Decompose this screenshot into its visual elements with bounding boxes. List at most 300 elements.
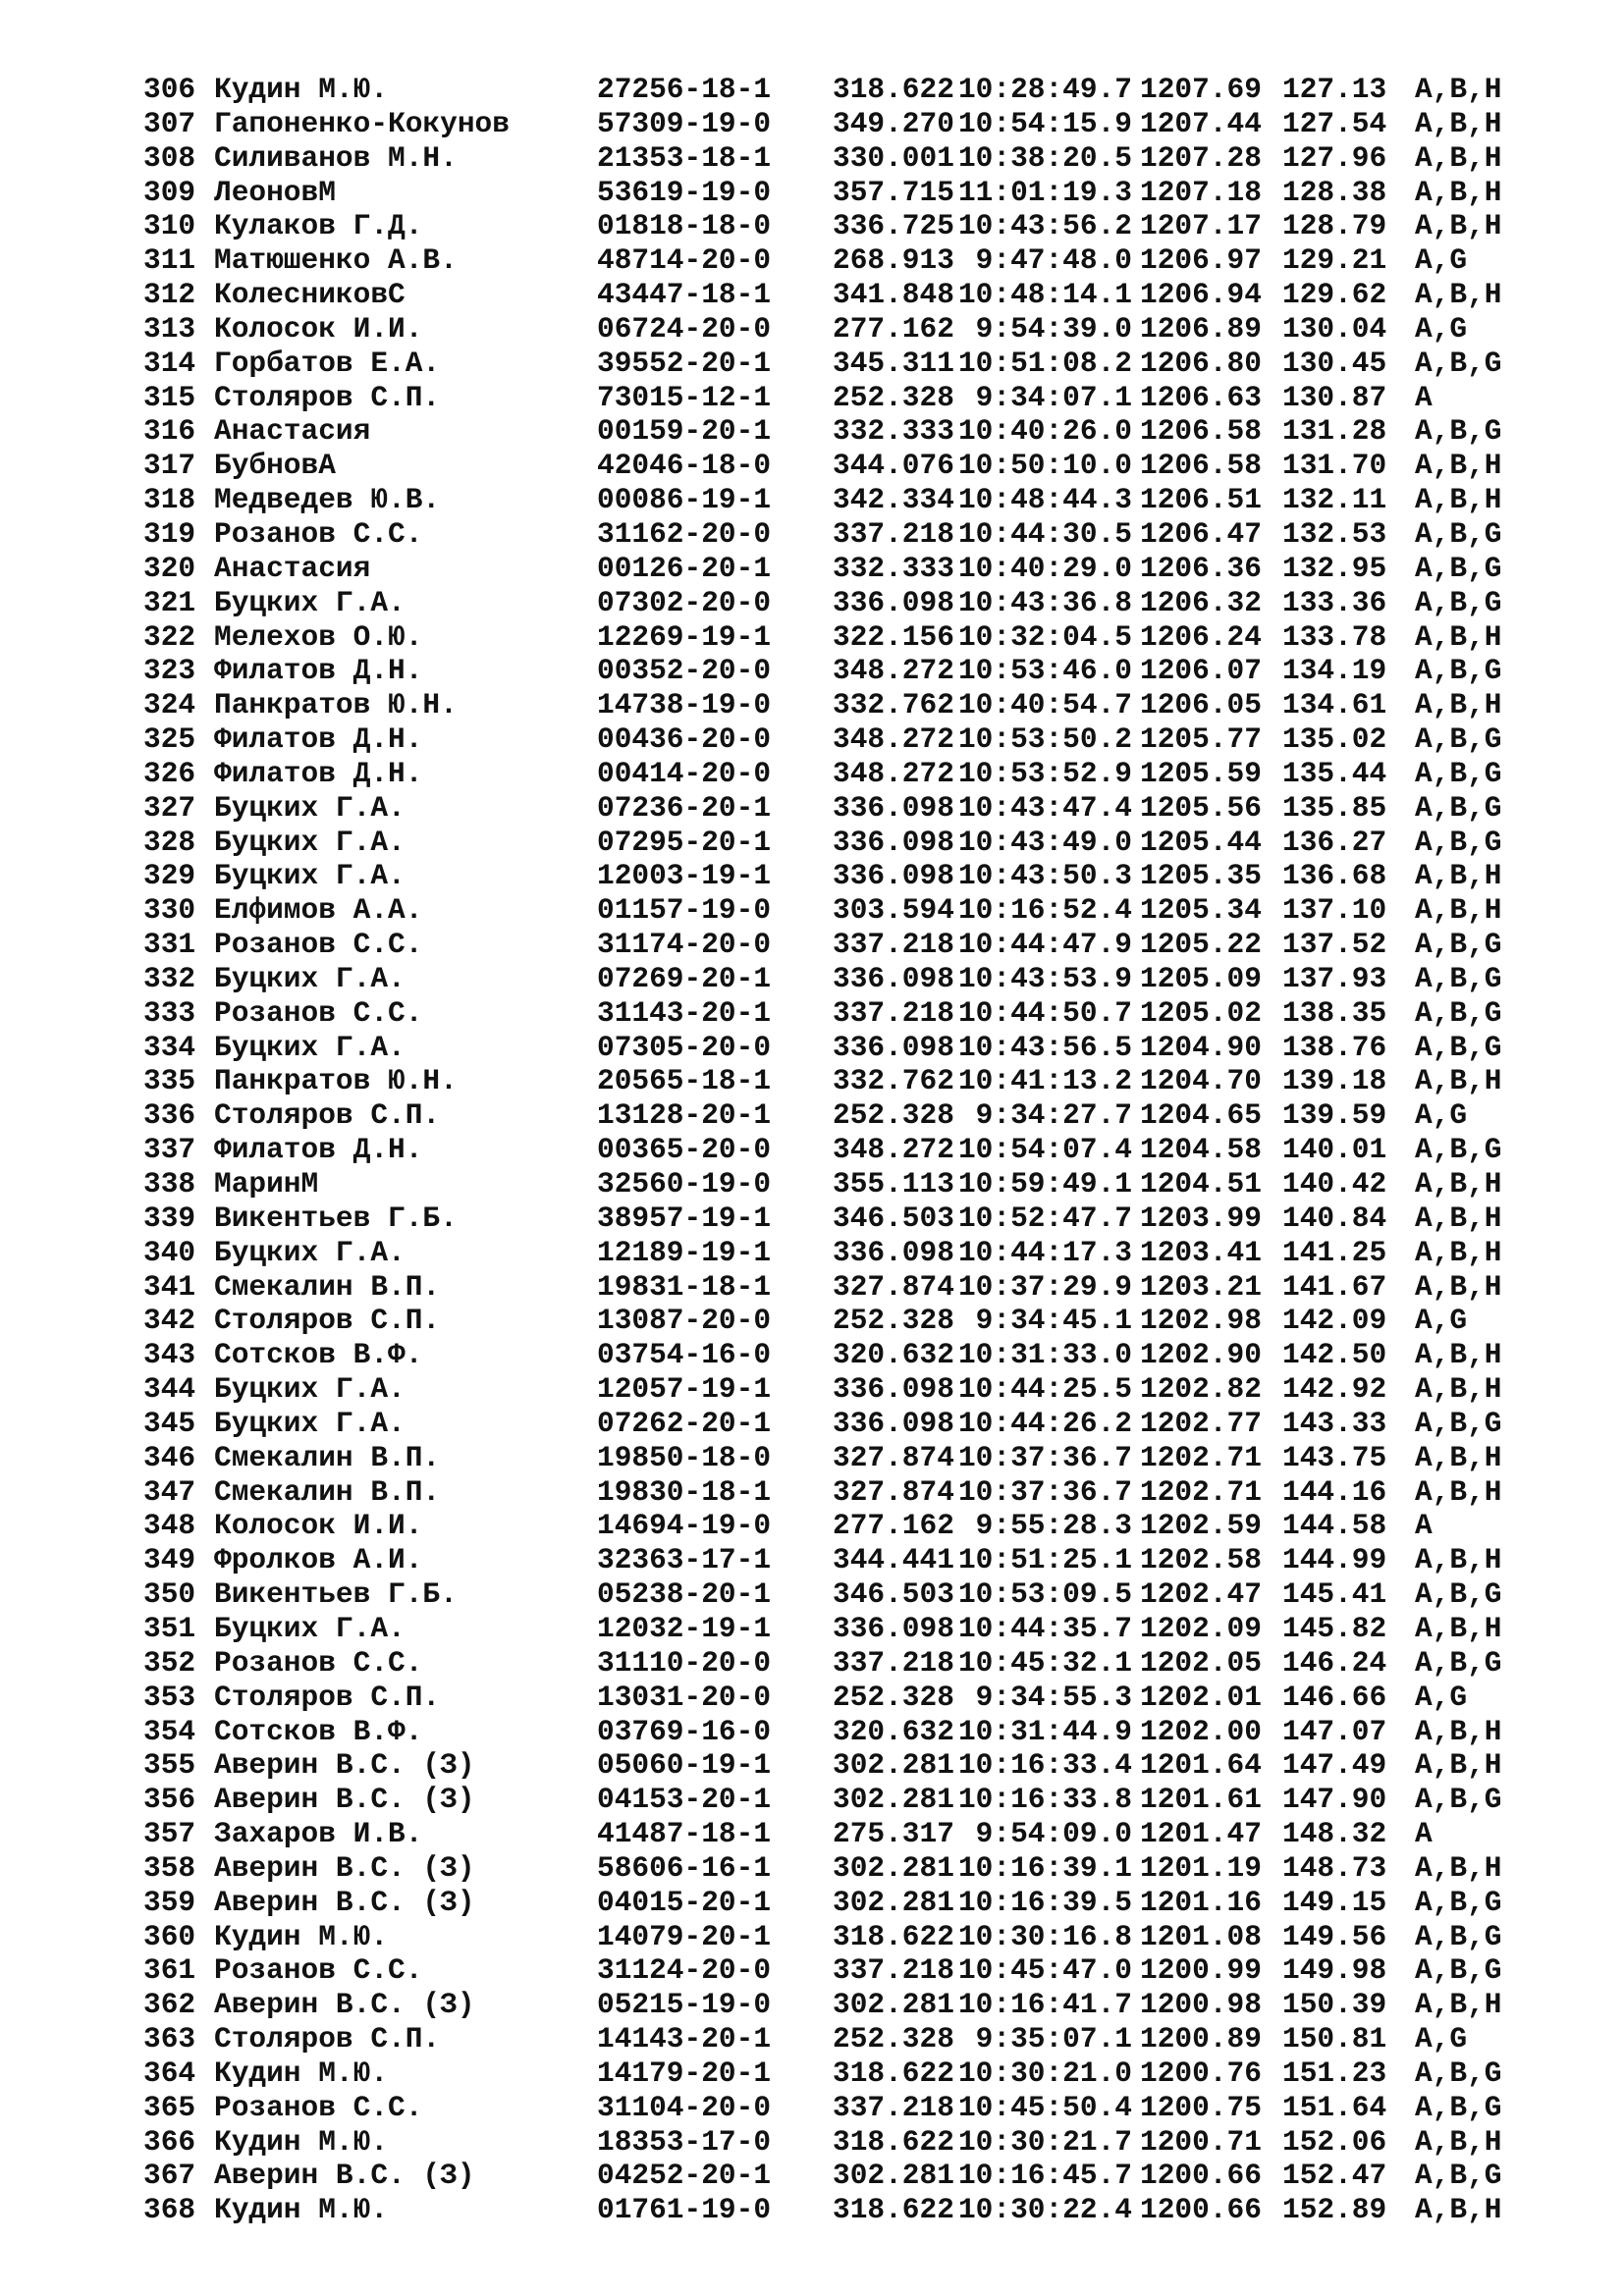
cell-ring: 07305-20-0 [597, 1030, 772, 1064]
table-row [143, 1098, 1523, 1133]
cell-speed: 1206.07 [1140, 654, 1262, 688]
table-row [143, 1783, 1523, 1817]
cell-groups: A,B,H [1415, 1988, 1502, 2022]
cell-time: 10:54:07.4 [957, 1133, 1132, 1167]
cell-place: 308 [143, 140, 196, 175]
cell-distance: 277.162 [833, 1509, 954, 1543]
cell-place: 342 [143, 1304, 196, 1338]
table-row [143, 1304, 1523, 1338]
cell-distance: 330.001 [833, 140, 954, 175]
table-row [143, 414, 1523, 449]
cell-distance: 348.272 [833, 722, 954, 757]
cell-groups: A,B,G [1415, 2159, 1502, 2193]
cell-speed: 1206.32 [1140, 585, 1262, 619]
cell-groups: A,B,G [1415, 961, 1502, 995]
cell-time: 10:44:25.5 [957, 1372, 1132, 1407]
cell-place: 339 [143, 1201, 196, 1235]
cell-speed: 1207.69 [1140, 73, 1262, 106]
cell-name: Буцких Г.А. [214, 1235, 406, 1269]
cell-name: Буцких Г.А. [214, 1372, 406, 1407]
cell-ring: 31110-20-0 [597, 1645, 772, 1680]
cell-distance: 336.098 [833, 585, 954, 619]
cell-groups: A,B,H [1415, 73, 1502, 106]
cell-speed: 1200.66 [1140, 2193, 1262, 2227]
cell-ring: 14738-19-0 [597, 688, 772, 722]
cell-speed: 1207.18 [1140, 175, 1262, 209]
cell-ring: 48714-20-0 [597, 243, 772, 278]
cell-name: Столяров С.П. [214, 1098, 441, 1133]
table-row [143, 688, 1523, 722]
cell-distance: 302.281 [833, 1850, 954, 1885]
cell-distance: 302.281 [833, 2159, 954, 2193]
cell-distance: 318.622 [833, 2124, 954, 2159]
cell-points: 149.98 [1282, 1953, 1387, 1988]
cell-points: 143.33 [1282, 1406, 1387, 1440]
cell-groups: A,B,G [1415, 2056, 1502, 2090]
cell-speed: 1205.02 [1140, 995, 1262, 1030]
cell-time: 10:30:22.4 [957, 2193, 1132, 2227]
cell-distance: 337.218 [833, 928, 954, 962]
table-row [143, 791, 1523, 826]
cell-speed: 1202.09 [1140, 1611, 1262, 1645]
cell-name: Столяров С.П. [214, 1680, 441, 1714]
cell-speed: 1205.22 [1140, 928, 1262, 962]
cell-time: 10:31:44.9 [957, 1714, 1132, 1748]
table-row [143, 1715, 1523, 1749]
cell-distance: 320.632 [833, 1714, 954, 1748]
cell-points: 149.56 [1282, 1919, 1387, 1953]
cell-ring: 41487-18-1 [597, 1817, 772, 1851]
cell-distance: 348.272 [833, 654, 954, 688]
table-row [143, 996, 1523, 1031]
cell-time: 10:53:46.0 [957, 654, 1132, 688]
cell-place: 314 [143, 346, 196, 380]
cell-speed: 1204.65 [1140, 1098, 1262, 1133]
cell-groups: A,B,H [1415, 1201, 1502, 1235]
cell-speed: 1201.47 [1140, 1817, 1262, 1851]
cell-time: 10:45:47.0 [957, 1953, 1132, 1988]
cell-points: 140.42 [1282, 1167, 1387, 1201]
cell-ring: 07269-20-1 [597, 961, 772, 995]
table-row [143, 1031, 1523, 1065]
cell-speed: 1206.58 [1140, 414, 1262, 449]
cell-groups: A,B,G [1415, 1406, 1502, 1440]
table-row [143, 1920, 1523, 1954]
cell-groups: A,B,H [1415, 688, 1502, 722]
cell-ring: 57309-19-0 [597, 106, 772, 140]
cell-name: Смекалин В.П. [214, 1474, 441, 1509]
cell-groups: A,B,H [1415, 1714, 1502, 1748]
cell-ring: 39552-20-1 [597, 346, 772, 380]
cell-distance: 357.715 [833, 175, 954, 209]
cell-name: Аверин В.С. (З) [214, 1783, 475, 1817]
cell-place: 362 [143, 1988, 196, 2022]
cell-name: Викентьев Г.Б. [214, 1201, 458, 1235]
cell-speed: 1206.58 [1140, 449, 1262, 483]
table-row [143, 1851, 1523, 1886]
cell-place: 321 [143, 585, 196, 619]
cell-place: 325 [143, 722, 196, 757]
cell-ring: 14143-20-1 [597, 2022, 772, 2056]
cell-time: 10:54:15.9 [957, 106, 1132, 140]
cell-groups: A,B,H [1415, 1611, 1502, 1645]
cell-place: 332 [143, 961, 196, 995]
cell-groups: A,B,G [1415, 1577, 1502, 1612]
cell-points: 132.11 [1282, 483, 1387, 517]
cell-groups: A,B,G [1415, 1885, 1502, 1919]
cell-groups: A,B,H [1415, 278, 1502, 312]
cell-distance: 336.725 [833, 209, 954, 243]
cell-name: Столяров С.П. [214, 1304, 441, 1338]
table-row [143, 1577, 1523, 1612]
cell-place: 315 [143, 380, 196, 414]
cell-time: 10:44:35.7 [957, 1611, 1132, 1645]
cell-place: 353 [143, 1680, 196, 1714]
cell-speed: 1206.51 [1140, 483, 1262, 517]
cell-speed: 1202.59 [1140, 1509, 1262, 1543]
cell-speed: 1204.51 [1140, 1167, 1262, 1201]
cell-time: 10:41:13.2 [957, 1064, 1132, 1098]
cell-time: 9:34:27.7 [975, 1098, 1132, 1133]
cell-groups: A,B,H [1415, 893, 1502, 928]
table-row [143, 1646, 1523, 1681]
cell-distance: 336.098 [833, 1372, 954, 1407]
cell-place: 309 [143, 175, 196, 209]
cell-distance: 336.098 [833, 1406, 954, 1440]
cell-ring: 05238-20-1 [597, 1577, 772, 1612]
cell-place: 359 [143, 1885, 196, 1919]
cell-distance: 337.218 [833, 1645, 954, 1680]
cell-speed: 1204.90 [1140, 1030, 1262, 1064]
cell-ring: 12003-19-1 [597, 859, 772, 893]
cell-points: 132.95 [1282, 551, 1387, 585]
cell-speed: 1203.41 [1140, 1235, 1262, 1269]
cell-time: 9:34:07.1 [975, 380, 1132, 414]
cell-points: 146.66 [1282, 1680, 1387, 1714]
cell-groups: A,B,G [1415, 928, 1502, 962]
cell-ring: 19830-18-1 [597, 1474, 772, 1509]
cell-name: БубновА [214, 449, 336, 483]
cell-time: 10:44:47.9 [957, 928, 1132, 962]
cell-place: 352 [143, 1645, 196, 1680]
table-row [143, 1817, 1523, 1851]
cell-groups: A,B,G [1415, 756, 1502, 790]
cell-speed: 1206.36 [1140, 551, 1262, 585]
cell-name: Розанов С.С. [214, 1953, 423, 1988]
cell-groups: A,B,H [1415, 140, 1502, 175]
cell-name: Столяров С.П. [214, 380, 441, 414]
cell-points: 148.73 [1282, 1850, 1387, 1885]
table-row [143, 1509, 1523, 1543]
cell-time: 10:40:26.0 [957, 414, 1132, 449]
cell-groups: A,B,G [1415, 1783, 1502, 1817]
cell-points: 137.10 [1282, 893, 1387, 928]
table-row [143, 209, 1523, 243]
cell-time: 10:48:14.1 [957, 278, 1132, 312]
cell-time: 10:37:36.7 [957, 1474, 1132, 1509]
cell-groups: A,B,H [1415, 483, 1502, 517]
cell-time: 10:30:21.0 [957, 2056, 1132, 2090]
table-row [143, 73, 1523, 107]
cell-points: 136.68 [1282, 859, 1387, 893]
table-row [143, 826, 1523, 860]
cell-place: 310 [143, 209, 196, 243]
cell-name: Буцких Г.А. [214, 859, 406, 893]
table-row [143, 278, 1523, 312]
cell-ring: 58606-16-1 [597, 1850, 772, 1885]
cell-ring: 05215-19-0 [597, 1988, 772, 2022]
cell-distance: 336.098 [833, 790, 954, 825]
cell-place: 326 [143, 756, 196, 790]
cell-name: МаринМ [214, 1167, 319, 1201]
table-row [143, 2159, 1523, 2193]
cell-groups: A,B,G [1415, 585, 1502, 619]
cell-ring: 14079-20-1 [597, 1919, 772, 1953]
cell-points: 144.99 [1282, 1543, 1387, 1577]
cell-name: Филатов Д.Н. [214, 756, 423, 790]
cell-speed: 1202.47 [1140, 1577, 1262, 1612]
cell-distance: 318.622 [833, 1919, 954, 1953]
cell-points: 130.87 [1282, 380, 1387, 414]
cell-speed: 1205.59 [1140, 756, 1262, 790]
cell-time: 10:44:30.5 [957, 516, 1132, 551]
cell-ring: 12269-19-1 [597, 619, 772, 654]
cell-groups: A,B,G [1415, 825, 1502, 859]
cell-groups: A,B,H [1415, 619, 1502, 654]
cell-points: 140.01 [1282, 1133, 1387, 1167]
cell-points: 145.82 [1282, 1611, 1387, 1645]
cell-ring: 53619-19-0 [597, 175, 772, 209]
cell-time: 10:43:49.0 [957, 825, 1132, 859]
cell-groups: A,B,H [1415, 209, 1502, 243]
cell-points: 127.96 [1282, 140, 1387, 175]
cell-place: 316 [143, 414, 196, 449]
cell-name: Кудин М.Ю. [214, 2124, 389, 2159]
table-row [143, 1953, 1523, 1988]
cell-speed: 1202.00 [1140, 1714, 1262, 1748]
cell-name: Кудин М.Ю. [214, 73, 389, 106]
cell-speed: 1205.44 [1140, 825, 1262, 859]
cell-groups: A,B,H [1415, 1064, 1502, 1098]
cell-name: Колосок И.И. [214, 1509, 423, 1543]
cell-name: Силиванов М.Н. [214, 140, 458, 175]
table-row [143, 1270, 1523, 1305]
cell-speed: 1205.34 [1140, 893, 1262, 928]
cell-time: 10:28:49.7 [957, 73, 1132, 106]
table-row [143, 2193, 1523, 2227]
cell-distance: 337.218 [833, 516, 954, 551]
cell-ring: 19831-18-1 [597, 1269, 772, 1304]
cell-distance: 342.334 [833, 483, 954, 517]
cell-place: 344 [143, 1372, 196, 1407]
cell-groups: A,B,G [1415, 722, 1502, 757]
cell-distance: 355.113 [833, 1167, 954, 1201]
cell-time: 10:40:54.7 [957, 688, 1132, 722]
table-row [143, 2056, 1523, 2091]
table-row [143, 312, 1523, 347]
cell-distance: 346.503 [833, 1201, 954, 1235]
cell-time: 10:43:50.3 [957, 859, 1132, 893]
cell-speed: 1205.77 [1140, 722, 1262, 757]
cell-name: Сотсков В.Ф. [214, 1714, 423, 1748]
cell-place: 350 [143, 1577, 196, 1612]
cell-points: 131.28 [1282, 414, 1387, 449]
cell-distance: 327.874 [833, 1440, 954, 1474]
cell-groups: A,B,H [1415, 2193, 1502, 2227]
cell-place: 355 [143, 1748, 196, 1783]
cell-time: 10:59:49.1 [957, 1167, 1132, 1201]
table-row [143, 1338, 1523, 1372]
cell-points: 129.62 [1282, 278, 1387, 312]
cell-place: 335 [143, 1064, 196, 1098]
cell-name: Буцких Г.А. [214, 790, 406, 825]
cell-name: Смекалин В.П. [214, 1440, 441, 1474]
cell-place: 313 [143, 311, 196, 346]
table-row [143, 176, 1523, 210]
cell-speed: 1203.21 [1140, 1269, 1262, 1304]
cell-distance: 348.272 [833, 1133, 954, 1167]
table-row [143, 1372, 1523, 1407]
cell-ring: 31124-20-0 [597, 1953, 772, 1988]
cell-groups: A,B,H [1415, 1474, 1502, 1509]
cell-ring: 07302-20-0 [597, 585, 772, 619]
cell-speed: 1206.47 [1140, 516, 1262, 551]
cell-place: 330 [143, 893, 196, 928]
cell-distance: 336.098 [833, 825, 954, 859]
cell-distance: 332.762 [833, 688, 954, 722]
cell-points: 137.52 [1282, 928, 1387, 962]
cell-name: Панкратов Ю.Н. [214, 1064, 458, 1098]
cell-speed: 1207.28 [1140, 140, 1262, 175]
cell-groups: A [1415, 1817, 1433, 1851]
table-row [143, 893, 1523, 928]
cell-place: 357 [143, 1817, 196, 1851]
cell-place: 360 [143, 1919, 196, 1953]
cell-ring: 00126-20-1 [597, 551, 772, 585]
cell-place: 361 [143, 1953, 196, 1988]
cell-place: 319 [143, 516, 196, 551]
cell-place: 336 [143, 1098, 196, 1133]
cell-time: 9:55:28.3 [975, 1509, 1132, 1543]
table-row [143, 620, 1523, 655]
cell-name: КолесниковС [214, 278, 406, 312]
cell-distance: 332.333 [833, 414, 954, 449]
cell-ring: 04153-20-1 [597, 1783, 772, 1817]
cell-points: 150.39 [1282, 1988, 1387, 2022]
cell-distance: 337.218 [833, 2090, 954, 2124]
cell-distance: 332.333 [833, 551, 954, 585]
cell-ring: 32560-19-0 [597, 1167, 772, 1201]
cell-points: 138.76 [1282, 1030, 1387, 1064]
table-row [143, 243, 1523, 278]
cell-ring: 07262-20-1 [597, 1406, 772, 1440]
cell-place: 334 [143, 1030, 196, 1064]
cell-points: 133.78 [1282, 619, 1387, 654]
cell-points: 151.23 [1282, 2056, 1387, 2090]
cell-groups: A,B,H [1415, 1748, 1502, 1783]
cell-points: 136.27 [1282, 825, 1387, 859]
cell-groups: A,B,G [1415, 1030, 1502, 1064]
cell-points: 137.93 [1282, 961, 1387, 995]
cell-distance: 346.503 [833, 1577, 954, 1612]
cell-speed: 1206.63 [1140, 380, 1262, 414]
cell-name: Кудин М.Ю. [214, 1919, 389, 1953]
cell-groups: A,B,G [1415, 790, 1502, 825]
cell-groups: A,B,H [1415, 1235, 1502, 1269]
cell-name: Матюшенко А.В. [214, 243, 458, 278]
cell-groups: A,B,G [1415, 551, 1502, 585]
cell-groups: A,B,G [1415, 1645, 1502, 1680]
cell-groups: A,B,G [1415, 1953, 1502, 1988]
cell-distance: 302.281 [833, 1748, 954, 1783]
cell-place: 367 [143, 2159, 196, 2193]
cell-points: 132.53 [1282, 516, 1387, 551]
cell-groups: A,B,H [1415, 1338, 1502, 1372]
cell-place: 363 [143, 2022, 196, 2056]
cell-name: Викентьев Г.Б. [214, 1577, 458, 1612]
table-row [143, 1886, 1523, 1920]
cell-time: 10:43:56.5 [957, 1030, 1132, 1064]
cell-points: 143.75 [1282, 1440, 1387, 1474]
cell-points: 139.59 [1282, 1098, 1387, 1133]
cell-place: 320 [143, 551, 196, 585]
cell-ring: 01818-18-0 [597, 209, 772, 243]
table-row [143, 1681, 1523, 1715]
cell-ring: 07236-20-1 [597, 790, 772, 825]
cell-groups: A,B,G [1415, 414, 1502, 449]
cell-points: 144.16 [1282, 1474, 1387, 1509]
cell-ring: 04252-20-1 [597, 2159, 772, 2193]
cell-speed: 1202.82 [1140, 1372, 1262, 1407]
cell-distance: 303.594 [833, 893, 954, 928]
cell-ring: 00352-20-0 [597, 654, 772, 688]
cell-place: 307 [143, 106, 196, 140]
cell-time: 10:53:52.9 [957, 756, 1132, 790]
cell-points: 127.13 [1282, 73, 1387, 106]
cell-ring: 31174-20-0 [597, 928, 772, 962]
cell-time: 9:34:45.1 [975, 1304, 1132, 1338]
cell-ring: 03754-16-0 [597, 1338, 772, 1372]
cell-name: Буцких Г.А. [214, 961, 406, 995]
cell-ring: 38957-19-1 [597, 1201, 772, 1235]
table-row [143, 962, 1523, 996]
cell-time: 11:01:19.3 [957, 175, 1132, 209]
table-row [143, 1988, 1523, 2022]
cell-place: 329 [143, 859, 196, 893]
cell-distance: 336.098 [833, 961, 954, 995]
cell-distance: 327.874 [833, 1269, 954, 1304]
cell-points: 140.84 [1282, 1201, 1387, 1235]
cell-ring: 13087-20-0 [597, 1304, 772, 1338]
cell-place: 358 [143, 1850, 196, 1885]
cell-time: 9:47:48.0 [975, 243, 1132, 278]
cell-name: Аверин В.С. (З) [214, 1988, 475, 2022]
cell-distance: 349.270 [833, 106, 954, 140]
cell-speed: 1204.58 [1140, 1133, 1262, 1167]
cell-ring: 13128-20-1 [597, 1098, 772, 1133]
cell-groups: A,B,G [1415, 1919, 1502, 1953]
cell-groups: A,B,G [1415, 516, 1502, 551]
cell-name: Аверин В.С. (З) [214, 1748, 475, 1783]
cell-time: 10:43:56.2 [957, 209, 1132, 243]
cell-points: 131.70 [1282, 449, 1387, 483]
cell-ring: 27256-18-1 [597, 73, 772, 106]
cell-name: Кудин М.Ю. [214, 2193, 389, 2227]
cell-distance: 252.328 [833, 380, 954, 414]
cell-time: 10:16:33.8 [957, 1783, 1132, 1817]
cell-speed: 1201.16 [1140, 1885, 1262, 1919]
cell-ring: 14179-20-1 [597, 2056, 772, 2090]
